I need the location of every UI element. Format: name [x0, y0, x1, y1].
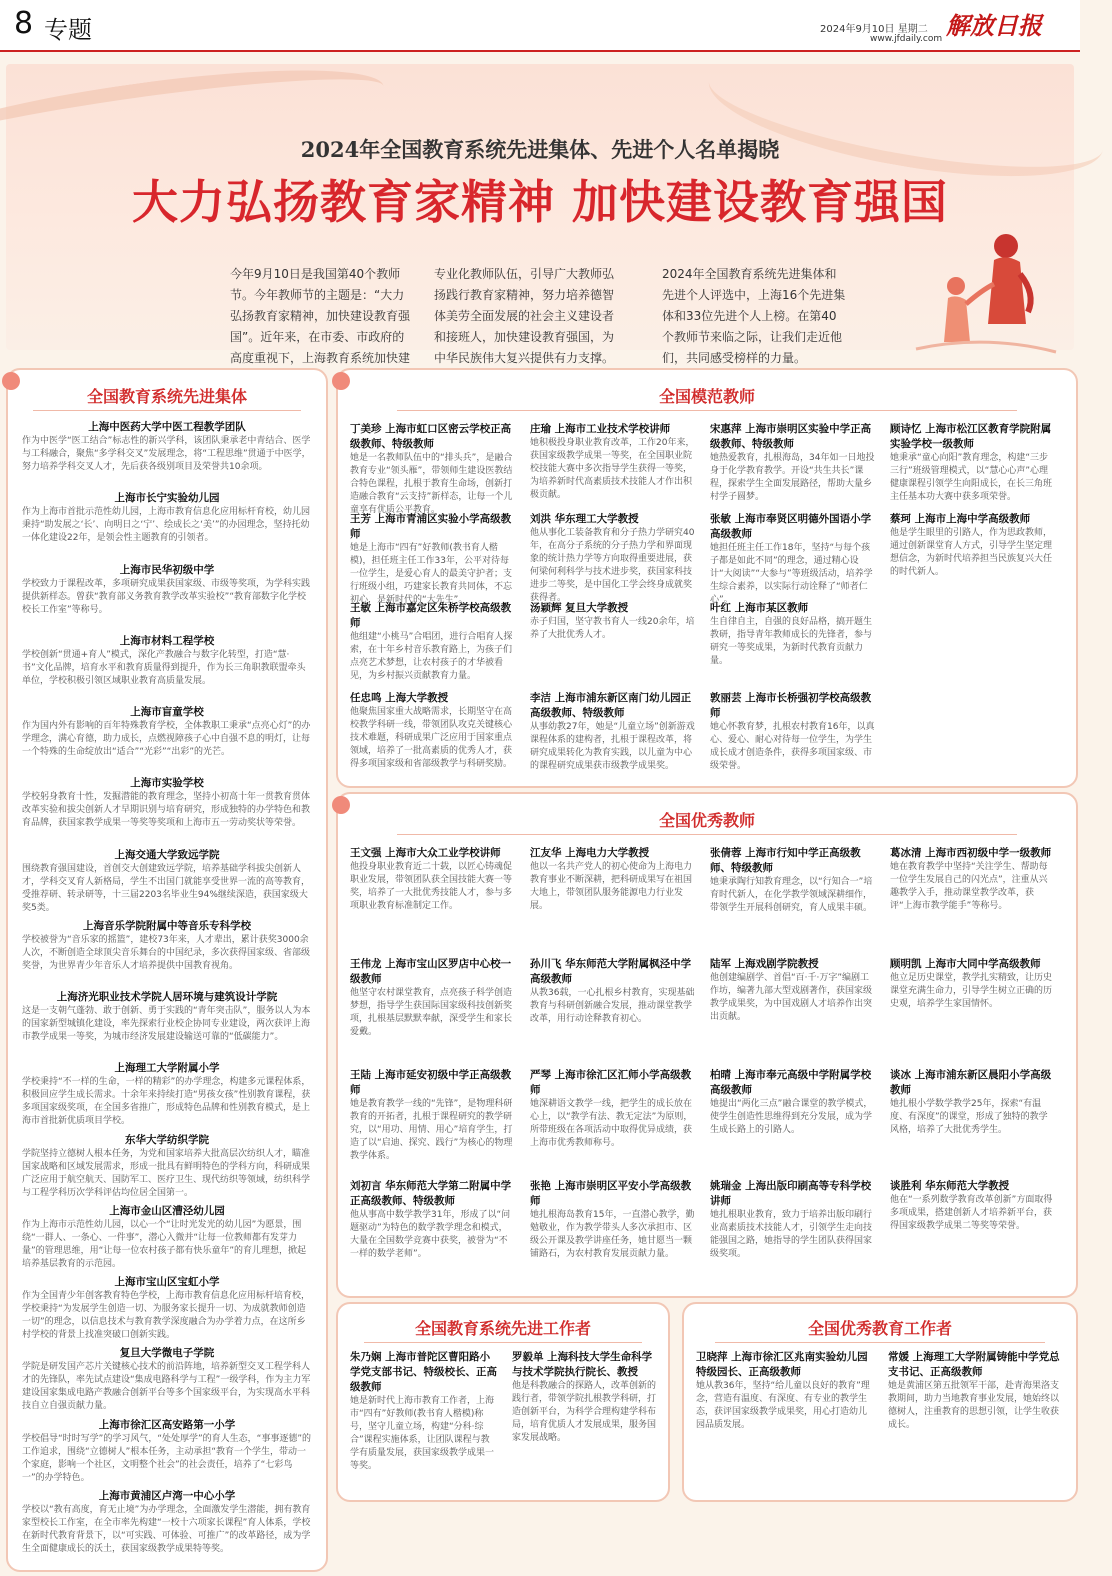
- panel-excellent-workers: [682, 1302, 1078, 1502]
- collective-entry: [22, 1346, 312, 1413]
- excellent-teacher-entry: [350, 846, 516, 953]
- collective-name: 上海市材料工程学校: [119, 634, 215, 647]
- excellent-teacher-entry: [890, 1068, 1056, 1175]
- collective-name: 上海市盲童学校: [130, 706, 204, 718]
- excellent-worker-entry: [696, 1350, 874, 1490]
- decorative-dot: [332, 372, 350, 390]
- collective-entry: [22, 848, 312, 915]
- model-teacher-name: 王敏 上海市嘉定区朱桥学校高级教师: [350, 602, 512, 629]
- model-teacher-description: 他从事化工装备教育和分子热力学研究40年，在高分子系统的分子热力学和界面现象的统计热力学等方向取得重要进展，获何梁何利科学与技术进步奖，获国家科技进步二等奖，是中国化工学会终身成就奖获得者。: [530, 527, 695, 603]
- excellent-teacher-name: 王文强 上海市大众工业学校讲师: [350, 847, 501, 859]
- model-teacher-description: 她心怀教育梦，扎根农村教育16年，以真心、爱心、耐心对待每一位学生，为学生成长成才创造条件，获得多项国家级、市级荣誉。: [710, 721, 875, 771]
- advanced-worker-description: 她是新时代上海市教育工作者，上海市“四有”好教师(教书育人楷模)称号，坚守儿童立场，构建“分科·综合”课程实施体系，让团队课程与教学有质量发展，获国家级教学成果一等奖。: [350, 1396, 495, 1471]
- collective-description: 学校被誉为“音乐家的摇篮”，建校73年来，人才辈出，累计获奖3000余人次，不断创造全球顶尖音乐舞台的中国纪录，多次获得国家级、省部级奖誉，为世界青少年音乐人才培养提供中国教育视角。: [22, 934, 311, 971]
- excellent-teacher-entry: [710, 1179, 876, 1286]
- excellent-teacher-description: 她扎根小学数学教学25年，探索“有温度、有深度”的课堂，形成了独特的教学风格，培养了大批优秀学生。: [890, 1099, 1048, 1135]
- model-teacher-description: 她担任班主任工作18年，坚持“与每个孩子都是如此不同”的理念，通过精心设计“大阅读”“大参与”等班级活动，培养学生综合素养，以实际行动诠释了“师者仁心”。: [710, 542, 873, 605]
- excellent-teacher-name: 严琴 上海市徐汇区汇师小学高级教师: [530, 1069, 692, 1096]
- excellent-teacher-description: 她在教育教学中坚持“关注学生、帮助每一位学生发展自己的闪光点”，注重从兴趣教学入手，推动课堂教学改革，获评“上海市教学能手”等称号。: [890, 862, 1048, 911]
- excellent-teacher-name: 谈冰 上海市浦东新区晨阳小学高级教师: [890, 1069, 1052, 1096]
- panel-advanced-collectives: [6, 368, 328, 1572]
- model-teacher-entry: [710, 512, 876, 605]
- excellent-teacher-name: 柏晴 上海市奉元高级中学附属学校高级教师: [710, 1069, 872, 1096]
- model-teacher-entry: [530, 422, 696, 508]
- model-teacher-description: 她是上海市“四有”好教师(教书育人楷模)，担任班主任工作33年，公平对待每一位学生，是爱心育人的最美守护者；支行班级小组，巧建家长教育共同体，不忘初心，是新时代的“大先生”。: [350, 542, 513, 605]
- model-teacher-description: 她是一名教师队伍中的“排头兵”，是融合教育专业“领头雁”，带领师生建设医教结合特色课程，扎根于教育生命场，创新打造融合教育“云支持”新样态，让每一个儿童享有优质公平教育。: [350, 453, 513, 515]
- collective-entry: [22, 634, 312, 701]
- excellent-teacher-description: 他在“一系列数学教育改革创新”方面取得多项成果，搭建创新人才培养新平台，获得国家级教学成果二等奖等荣誉。: [890, 1195, 1053, 1231]
- advanced-worker-entry: [512, 1350, 660, 1490]
- model-teacher-name: 蔡珂 上海市上海中学高级教师: [890, 512, 1031, 525]
- excellent-teacher-entry: [530, 1068, 696, 1175]
- collective-description: 围绕教育强国建设，首创交大创建致远学院，培养基础学科拔尖创新人才，学科交叉育人新格局，学生不出国门就能享受世界一流的高等教育，受推荐研、转录研等，十三届2203名毕业生94%继续深造，获国家级大奖5类。: [22, 863, 311, 913]
- collective-description: 学校秉持“不一样的生命，一样的精彩”的办学理念，构建多元课程体系，积极回应学生成长需求。十余年来持续打造“男孩女孩”性别教育课程，获多项国家级奖项，在全国多省推广，形成特色品牌和性别教育模式，是上海市首批新优质项目学校。: [22, 1077, 311, 1127]
- collective-name: 上海济光职业技术学院人居环境与建筑设计学院: [56, 991, 278, 1003]
- collective-name: 上海理工大学附属小学: [114, 1062, 220, 1075]
- model-teacher-name: 敦丽芸 上海市长桥强初学校高级教师: [710, 691, 872, 719]
- excellent-teacher-name: 孙川飞 华东师范大学附属枫泾中学高级教师: [530, 958, 692, 985]
- excellent-teacher-entry: [890, 846, 1056, 953]
- panel-excellent-teachers: [336, 792, 1078, 1298]
- collective-entry: [22, 1418, 312, 1485]
- excellent-teacher-name: 刘初言 华东师范大学第二附属中学正高级教师、特级教师: [350, 1180, 512, 1207]
- collective-entry: [22, 776, 312, 843]
- collective-name: 上海市宝山区宝虹小学: [114, 1276, 220, 1288]
- collective-entry: [22, 705, 312, 772]
- collective-description: 学校致力于课程改革，多项研究成果获国家级、市级等奖项，为学科实践提供新样态。曾获“教育部义务教育教学改革实验校”“教育部数字化学校校长工作室”等称号。: [22, 578, 311, 615]
- newspaper-logo: 解放日报: [946, 11, 1042, 40]
- excellent-teacher-description: 从教36载，一心扎根乡村教育，实现基础教育与科研创新融合发展，推动课堂教学改革，用行动诠释教育初心。: [530, 988, 695, 1024]
- collective-entry: [22, 1204, 312, 1271]
- collective-description: 作为国内外有影响的百年特殊教育学校，全体教职工秉承“点亮心灯”的办学理念，满心育德，助力成长，点燃视障孩子心中自强不息的明灯，让每一个特殊的生命绽放出“适合”“光彩”“出彩”的光芒。: [22, 721, 311, 757]
- collective-entry: [22, 990, 312, 1057]
- excellent-teacher-description: 她深耕语文教学一线，把学生的成长放在心上，以“教学有法、教无定法”为原则，所带班级在各项活动中取得优异成绩，获上海市优秀教师称号。: [530, 1099, 693, 1148]
- model-teacher-description: 她积极投身职业教育改革，工作20年来，获国家级教学成果一等奖，在全国职业院校技能大赛中多次指导学生获得一等奖，为培养新时代高素质技术技能人才作出积极贡献。: [530, 438, 695, 500]
- collective-name: 上海市徐汇区高安路第一小学: [98, 1418, 236, 1431]
- intro-paragraph: 2024年全国教育系统先进集体和先进个人评选中，上海16个先进集体和33位先进个人上榜。在第40个教师节来临之际，让我们走近他们，共同感受榜样的力量。: [662, 267, 846, 365]
- collective-entry: [22, 491, 312, 558]
- model-teacher-description: 赤子归国，坚守教书育人一线20余年，培养了大批优秀人才。: [530, 617, 695, 640]
- teacher-student-illustration-icon: [916, 224, 1056, 354]
- model-teacher-name: 汤颖辉 复旦大学教授: [530, 602, 629, 614]
- excellent-teacher-description: 他创建编剧学、首倡“百·千·万字”编剧工作坊，编著九部大型戏剧著作，获国家级教学成果奖，为中国戏剧人才培养作出突出贡献。: [710, 973, 873, 1022]
- excellent-teacher-entry: [710, 957, 876, 1064]
- model-teacher-entry: [890, 512, 1056, 598]
- excellent-teacher-description: 她是教育教学一线的“先锋”，是物理科研教育的开拓者，扎根于课程研究的教学研究，以“用功、用情、用心”培育学生，打造了以“启迪、探究、践行”为核心的物理教学体系。: [350, 1099, 513, 1161]
- excellent-teacher-description: 他投身职业教育近二十载，以匠心铸魂促职业发展，带领团队获全国技能大赛一等奖，培养了一大批优秀技能人才，参与多项职业教育标准制定工作。: [350, 862, 513, 911]
- excellent-teacher-entry: [530, 1179, 696, 1286]
- decorative-dot: [332, 796, 350, 814]
- panel-model-teachers: [336, 368, 1078, 788]
- decorative-dot: [2, 372, 20, 390]
- excellent-teacher-name: 顾明凯 上海市大同中学高级教师: [890, 958, 1041, 970]
- collective-name: 上海市黄浦区卢湾一中心小学: [98, 1489, 236, 1502]
- excellent-teacher-description: 他立足历史课堂，教学扎实精致，让历史课堂充满生命力，引导学生树立正确的历史观，培养学生家国情怀。: [890, 973, 1053, 1009]
- excellent-teacher-entry: [710, 1068, 876, 1175]
- excellent-teacher-name: 葛冰清 上海市西初级中学一级教师: [890, 847, 1052, 859]
- excellent-teacher-name: 江友华 上海电力大学教授: [530, 847, 650, 859]
- collective-entry: [22, 563, 312, 630]
- excellent-teacher-description: 她秉承陶行知教育理念，以“行知合一”培育时代新人，在化学教学领域深耕细作，带领学生开展科创研究，育人成果丰硕。: [710, 877, 873, 913]
- collective-description: 作为上海市首批示范性幼儿园，上海市教育信息化应用标杆育校，幼儿园秉持“助发展之‘长’、向明日之‘宁’、绘成长之‘美’”的办园理念，坚持托幼一体化建设22年，是领会性主题教育的引领者。: [22, 507, 311, 544]
- issue-date: 2024年9月10日 星期二: [820, 24, 928, 35]
- collective-description: 学院坚持立德树人根本任务，为党和国家培养大批高层次纺织人才，瞄准国家战略和区域发展需求，形成一批具有鲜明特色的学科方向，科研成果广泛应用于航空航天、国防军工、医疗卫生、现代纺织等领域，纺织科学与工程学科历次学科评估均位居全国第一。: [22, 1148, 311, 1198]
- excellent-teacher-entry: [350, 1179, 516, 1286]
- collective-description: 学校倡导“时时写学”的学习风气，“处处厚学”的育人生态，“事事逐德”的工作追求，围绕“立德树人”根本任务，主动承担“教育一个学生，带动一个家庭，影响一个社区，文明整个社会”的社会责任，培养了“七彩鸟一”的办学特色。: [22, 1433, 311, 1483]
- banner-title: 大力弘扬教育家精神 加快建设教育强国: [131, 175, 948, 229]
- site-url[interactable]: www.jfdaily.com: [870, 34, 943, 44]
- advanced-worker-entry: [350, 1350, 498, 1490]
- collective-entry: [22, 1489, 312, 1556]
- collective-entry: [22, 1133, 312, 1200]
- model-teacher-entry: [530, 691, 696, 777]
- excellent-worker-name: 卫晓萍 上海市徐汇区兆南实验幼儿园特级园长、正高级教师: [696, 1351, 868, 1378]
- model-teacher-name: 张敏 上海市奉贤区明德外国语小学高级教师: [710, 512, 872, 540]
- model-teacher-name: 顾诗忆 上海市松江区教育学院附属实验学校一级教师: [890, 423, 1052, 450]
- intro-paragraph: 专业化教师队伍，引导广大教师弘扬践行教育家精神，努力培养德智体美劳全面发展的社会主义建设者和接班人，加快建设教育强国，为中华民族伟大复兴提供有力支撑。: [434, 267, 615, 365]
- excellent-worker-description: 她从教36年，坚持“给儿童以良好的教育”理念，营造有温度、有深度、有专业的教学生态，获评国家级教学成果奖，用心打造幼儿园品质发展。: [696, 1381, 870, 1430]
- collective-name: 上海音乐学院附属中等音乐专科学校: [83, 919, 251, 932]
- model-teacher-description: 他是学生眼里的引路人，作为思政教师，通过创新课堂育人方式，引导学生坚定理想信念，为新时代培养担当民族复兴大任的时代新人。: [890, 527, 1053, 577]
- collective-entry: [22, 1275, 312, 1342]
- excellent-teacher-name: 谈胜利 华东师范大学教授: [890, 1180, 1010, 1192]
- collective-description: 作为全国青少年创客教育特色学校，上海市教育信息化应用标杆培育校，学校秉持“为发展学生创造一切、为服务家长提升一切、为成就教师创造一切”的理念，以信息技术与教育教学深度融合为办学着力点，在这所乡村学校的背景上找准突破口创新实践。: [22, 1291, 311, 1340]
- collective-name: 上海中医药大学中医工程教学团队: [88, 421, 246, 433]
- model-teacher-description: 她热爱教育，扎根海岛，34年如一日地投身于化学教育教学。开设“共生共长”课程，探索学生全面发展路径，帮助大量乡村学子圆梦。: [710, 453, 875, 502]
- excellent-teacher-entry: [530, 957, 696, 1064]
- banner-subtitle: 2024年全国教育系统先进集体、先进个人名单揭晓: [300, 137, 780, 162]
- model-teacher-name: 丁美珍 上海市虹口区密云学校正高级教师、特级教师: [350, 423, 512, 450]
- excellent-teacher-description: 她扎根海岛教育15年，一直潜心教学，勤勉敬业，作为教学带头人多次承担市、区级公开课及教学讲座任务，她甘愿当一颗铺路石，为农村教育发展贡献力量。: [530, 1210, 695, 1259]
- intro-paragraph: 今年9月10日是我国第40个教师节。今年教师节的主题是：“大力弘扬教育家精神，加快建设教育强国”。近年来，在市委、市政府的高度重视下，上海教育系统加快建: [230, 267, 411, 365]
- excellent-worker-entry: [888, 1350, 1066, 1490]
- excellent-teacher-description: 他坚守农村课堂教育，点亮孩子科学创造梦想，指导学生获国际国家级科技创新奖项，扎根基层默默奉献，深受学生和家长爱戴。: [350, 988, 513, 1037]
- model-teacher-name: 叶红 上海市某区教师: [710, 602, 809, 614]
- collective-description: 学校以“教有高度，育无止境”为办学理念，全面激发学生潜能，拥有教育家型校长工作室，在全市率先构建“一校十六项家长课程”育人体系，学校在新时代教育背景下，以“可实践、可体验、可推广”的改革路径，成为学生全面健康成长的沃土，获国家级教学成果特等奖。: [22, 1504, 311, 1554]
- panel-title: 全国优秀教师: [338, 808, 1076, 831]
- collective-entry: [22, 919, 312, 986]
- model-teacher-entry: [350, 691, 516, 777]
- page-header: [0, 0, 1080, 52]
- excellent-teacher-entry: [530, 846, 696, 953]
- model-teacher-entry: [350, 601, 516, 687]
- excellent-teacher-description: 她提出“两化三点”融合课堂的教学模式，使学生创造性思维得到充分发展，成为学生成长路上的引路人。: [710, 1099, 873, 1135]
- model-teacher-description: 从事幼教27年，她是“儿童立场”创新游戏课程体系的建构者，扎根于课程改革，将研究成果转化为教育实践，以儿童为中心的课程研究成果获市级教学成果奖。: [530, 721, 695, 771]
- model-teacher-entry: [710, 601, 876, 687]
- model-teacher-entry: [710, 422, 876, 508]
- model-teacher-name: 任忠鸣 上海大学教授: [350, 691, 449, 704]
- collective-name: 复旦大学微电子学院: [119, 1347, 215, 1360]
- collective-name: 上海市实验学校: [130, 777, 204, 790]
- advanced-worker-name: 罗毅单 上海科技大学生命科学与技术学院执行院长、教授: [512, 1351, 653, 1378]
- excellent-teacher-entry: [890, 1179, 1056, 1286]
- model-teacher-name: 宋惠萍 上海市崇明区实验中学正高级教师、特级教师: [710, 423, 872, 450]
- excellent-worker-name: 常媛 上海理工大学附属铸能中学党总支书记、正高级教师: [888, 1351, 1060, 1378]
- excellent-teacher-name: 姚瑞金 上海出版印刷高等专科学校讲师: [710, 1180, 872, 1207]
- panel-advanced-workers: [336, 1302, 670, 1502]
- model-teacher-entry: [530, 601, 696, 687]
- collective-name: 上海市民华初级中学: [119, 563, 215, 576]
- excellent-teacher-name: 张倩蓉 上海市行知中学正高级教师、特级教师: [710, 847, 861, 874]
- collective-entry: [22, 1061, 312, 1128]
- excellent-worker-description: 她是黄浦区第五批领军干部，赴青海果洛支教期间，助力当地教育事业发展，她始终以德树人，注重教育的思想引领，让学生收获成长。: [888, 1381, 1060, 1430]
- collective-description: 作为上海市示范性幼儿园，以心一个“让时光发光的幼儿园”为愿景，围绕“一群人、一条心、一件事”，潜心入微并“让每一位教师都有发芽力量”的管理思维，用“让每一位农村孩子都有快乐童年”的育儿理想，掀起培养基层教育的示范园。: [22, 1219, 306, 1269]
- collective-description: 学校躬身教育十性，发掘潜能的教育理念，坚持小初高十年一贯教育贯体改革实验和拔尖创新人才早期识别与培育研究，形成独特的办学特色和教育品牌，获国家教学成果一等奖等奖项和上海市五一劳动奖状等荣誉。: [22, 792, 311, 829]
- excellent-teacher-name: 王伟龙 上海市宝山区罗店中心校一级教师: [350, 958, 512, 985]
- model-teacher-entry: [350, 512, 516, 605]
- advanced-worker-name: 朱乃娴 上海市普陀区曹阳路小学党支部书记、特级校长、正高级教师: [350, 1351, 497, 1393]
- excellent-teacher-entry: [350, 957, 516, 1064]
- panel-title: 全国优秀教育工作者: [684, 1316, 1076, 1339]
- model-teacher-description: 她秉承“童心向阳”教育理念，构建“三步三行”班级管理模式，以“慧心心声”心理健康课程引领学生向阳成长，在长三角班主任基本功大赛中获多项荣誉。: [890, 453, 1053, 502]
- collective-description: 作为中医学“医工结合”标志性的新兴学科，该团队秉承老中青结合、医学与工科融合，聚焦“多学科交叉”发展理念，将“工程思维”贯通于中医学，努力培养学科交叉人才，先后获各级别项目及荣誉共10余项。: [22, 436, 311, 472]
- headline-banner: [6, 64, 1074, 365]
- excellent-teacher-entry: [890, 957, 1056, 1064]
- model-teacher-name: 李洁 上海市浦东新区南门幼儿园正高级教师、特级教师: [530, 691, 692, 719]
- section-label: 专题: [44, 16, 92, 44]
- model-teacher-entry: [710, 691, 876, 777]
- model-teacher-entry: [530, 512, 696, 603]
- excellent-teacher-name: 陆军 上海戏剧学院教授: [710, 958, 819, 970]
- collective-description: 学院是研发国产芯片关键核心技术的前沿阵地，培养新型交叉工程学科人才的先锋队，率先试点建设“集成电路科学与工程”一级学科，作为主力军建设国家集成电路产教融合创新平台等多个国家级平台，为实现高水平科技自立自强贡献力量。: [22, 1362, 311, 1412]
- excellent-teacher-name: 王陆 上海市延安初级中学正高级教师: [350, 1069, 512, 1096]
- model-teacher-entry: [890, 422, 1056, 508]
- advanced-worker-description: 他是科教融合的探路人，改革创新的践行者，带领学院扎根教学科研，打造创新平台，为科学合理构建学科布局，培育优质人才发展成果，服务国家发展战略。: [512, 1381, 657, 1443]
- excellent-teacher-name: 张艳 上海市崇明区平安小学高级教师: [530, 1180, 692, 1207]
- excellent-teacher-description: 他从事高中数学教学31年，形成了以“问题驱动”为特色的数学教学理念和模式，大量在全国数学竞赛中获奖，被誉为“不一样的数学老师”。: [350, 1210, 511, 1259]
- collective-entry: [22, 420, 312, 487]
- excellent-teacher-description: 她扎根职业教育，致力于培养出版印刷行业高素质技术技能人才，引领学生走向技能强国之路，她指导的学生团队获得国家级奖项。: [710, 1210, 873, 1259]
- excellent-teacher-description: 他以一名共产党人的初心使命为上海电力教育事业不断深耕，把科研成果写在祖国大地上，带领团队服务能源电力行业发展。: [530, 862, 693, 911]
- model-teacher-name: 刘洪 华东理工大学教授: [530, 512, 639, 525]
- model-teacher-name: 王芳 上海市青浦区实验小学高级教师: [350, 512, 512, 540]
- collective-description: 这是一支朝气蓬勃、敢于创新、勇于实践的“青年突击队”，服务以人为本的国家新型城镇化建设，率先探索行业校企协同专业建设，两次获评上海市教学成果一等奖，为城市经济发展建设输送可靠的“低碳能力”。: [22, 1006, 311, 1042]
- model-teacher-description: 他聚焦国家重大战略需求，长期坚守在高校教学科研一线，带领团队攻克关键核心技术难题，科研成果广泛应用于国家重点领域，培养了一批高素质的优秀人才，获得多项国家级和省部级教学与科研奖励。: [350, 706, 513, 769]
- model-teacher-description: 生自律自主，自强的良好品格，搞开题生教研，指导青年教师成长的先锋者，参与研究一等奖成果，为新时代教育贡献力量。: [710, 617, 873, 666]
- collective-name: 上海交通大学致远学院: [114, 848, 220, 861]
- model-teacher-name: 庄瑜 上海市工业技术学校讲师: [530, 423, 671, 435]
- collective-name: 上海市长宁实验幼儿园: [114, 492, 220, 505]
- panel-title: 全国模范教师: [338, 384, 1076, 407]
- panel-title: 全国教育系统先进集体: [8, 384, 326, 407]
- page-number: 8: [14, 6, 34, 41]
- model-teacher-description: 他组建“小桃马”合唱团，进行合唱育人探索，在十年乡村音乐教育路上，为孩子们点亮艺术梦想，让农村孩子的才华被看见，为乡村振兴贡献教育力量。: [350, 632, 513, 681]
- excellent-teacher-entry: [350, 1068, 516, 1175]
- collective-name: 上海市金山区漕泾幼儿园: [109, 1204, 225, 1217]
- model-teacher-entry: [350, 422, 516, 515]
- collective-name: 东华大学纺织学院: [125, 1133, 209, 1146]
- excellent-teacher-entry: [710, 846, 876, 953]
- panel-title: 全国教育系统先进工作者: [338, 1316, 668, 1339]
- collective-description: 学校创新“贯通+育人”模式，深化产教融合与数字化转型，打造“慧·书”文化品牌，培育水平和教育质量得到提升，作为长三角职教联盟牵头单位，学校积极引领区域职业教育高质量发展。: [22, 649, 306, 686]
